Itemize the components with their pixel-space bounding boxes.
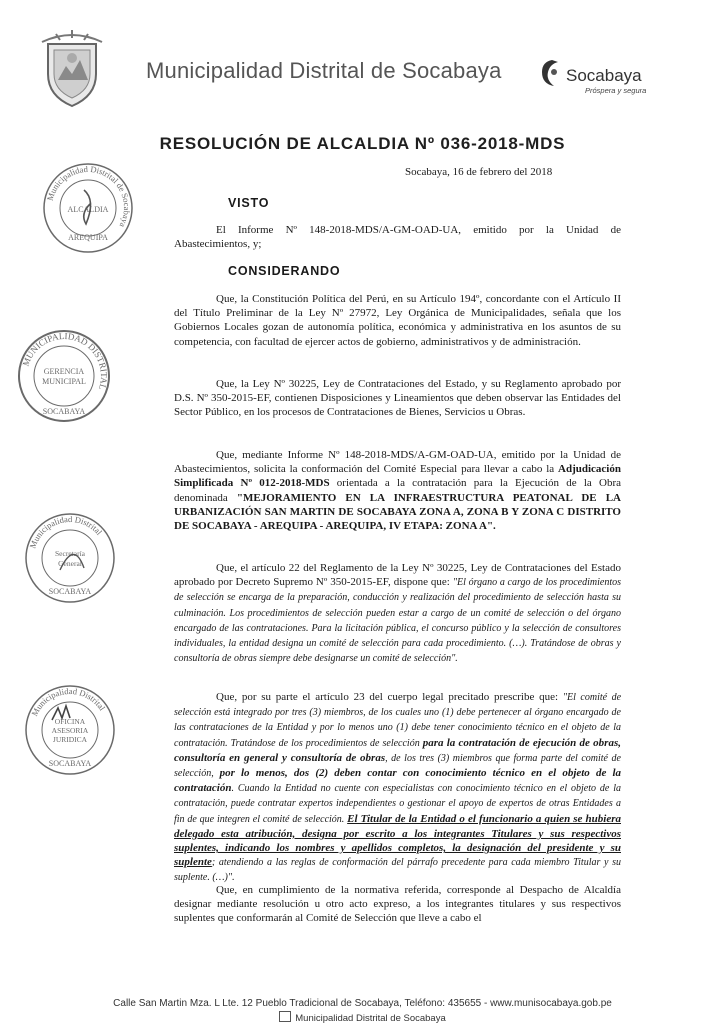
paragraph-1 <box>174 292 621 349</box>
paragraph-4-quote: "El órgano a cargo de los procedimientos de selección se encarga de la preparación, conducción y realización del procedimiento de selección hasta su culminación. Los procedimientos de selección pueden estar a cargo de un comité de selección o del órgano encargado de las contrataciones. Para la licitación pública, el concurso público y la selección de consultores individuales, la entidad designa un comité de selección para cada procedimiento. (…). Tratándose de obras y consultoría de obras siempre debe designarse un comité de selección". <box>174 577 621 665</box>
footer-address: Calle San Martin Mza. L Lte. 12 Pueblo Tradicional de Socabaya, Teléfono: 435655 - www.munisocabaya.gob.pe <box>113 998 612 1009</box>
stamp-4-inner-1: OFICINA <box>54 717 86 726</box>
stamp-3-inner-2: General <box>58 559 82 568</box>
paragraph-5-quote-f: . Cuando la Entidad no cuente con especialistas con conocimiento técnico en el objeto de la contratación, puede contratar expertos independientes o gestionar el apoyo de expertos de otras Entidades a fin de que integren el comité de selección. <box>174 783 621 825</box>
stamp-4-outer: Municipalidad Distrital <box>29 685 108 718</box>
stamp-gerencia-municipal <box>16 328 112 424</box>
paragraph-5-quote-h: ; atendiendo a las reglas de conformación del párrafo precedente para cada miembro Titular y su suplente. (…)". <box>174 857 621 884</box>
footer-organization <box>0 1011 725 1024</box>
paragraph-4 <box>174 561 621 666</box>
stamp-3-bottom: SOCABAYA <box>48 587 92 596</box>
paragraph-6-text: Que, en cumplimiento de la normativa referida, corresponde al Despacho de Alcaldía designar mediante resolución u otro acto expreso, a los integrantes titulares y sus respectivos suplentes que conformarán al Comité de Selección que lleve a cabo el <box>174 884 621 925</box>
paragraph-1-text: Que, la Constitución Política del Perú, en su Artículo 194º, concordante con el Artículo II del Título Preliminar de la Ley Nº 27972, Ley Orgánica de Municipalidades, señala que los Gobiernos Locales gozan de autonomía política, económica y administrativa en los asuntos de su competencia, con facultad de ejercer actos de gobierno, administrativos y de administración. <box>174 293 621 348</box>
footer-org-name: Municipalidad Distrital de Socabaya <box>295 1013 446 1024</box>
paragraph-2-text: Que, la Ley Nº 30225, Ley de Contrataciones del Estado, y su Reglamento aprobado por D.S. Nº 350-2015-EF, contienen Disposiciones y Lineamientos que deben observar las Entidades del Sector Público, en los procesos de Contrataciones de Bienes, Servicios u Obras. <box>174 378 621 419</box>
brand-name: Socabaya <box>566 66 642 85</box>
adjudicacion-number: Adjudicación Simplificada Nº 012-2018-MDS <box>174 463 621 490</box>
stamp-1-outer: Municipalidad Distrital de Socabaya <box>44 163 133 230</box>
stamp-3-inner-1: Secretaría <box>55 549 85 558</box>
paragraph-5 <box>174 690 621 886</box>
paragraph-5-underlined-g: El Titular de la Entidad o el funcionario a quien se hubiera delegado esta atribución, designa por escrito a los integrantes Titulares y sus respectivos suplentes, indicando los nombres y apellidos completos, la designación del presidente y su suplente <box>174 812 621 869</box>
stamp-alcaldia <box>40 160 136 256</box>
resolution-title: RESOLUCIÓN DE ALCALDIA Nº 036-2018-MDS <box>159 134 566 153</box>
stamp-4-bottom: SOCABAYA <box>48 759 92 768</box>
paragraph-6 <box>174 883 621 926</box>
socabaya-brand-icon <box>538 58 562 88</box>
paragraph-3-text-c: orientada a la contratación para la Ejecución de la Obra denominada <box>174 477 621 504</box>
svg-text:Municipalidad Distrital <box>27 514 104 550</box>
paragraph-4-text-a: Que, el artículo 22 del Reglamento de la Ley Nº 30225, Ley de Contrataciones del Estado aprobado por Decreto Supremo Nº 350-2015-EF, dispone que: <box>174 562 621 589</box>
paragraph-5-bold-c: para la contratación de ejecución de obras, consultoría en general y consultoría de obras <box>174 736 621 764</box>
section-visto-heading: VISTO <box>228 196 270 210</box>
paragraph-visto <box>174 223 621 251</box>
paragraph-5-quote-d: , de los tres (3) miembros que forma parte del comité de selección, <box>174 752 621 780</box>
stamp-2-inner-1: GERENCIA <box>43 367 85 376</box>
project-name: "MEJORAMIENTO EN LA INFRAESTRUCTURA PEATONAL DE LA URBANIZACIÓN SAN MARTIN DE SOCABAYA ZONA A, ZONA B Y ZONA C DISTRITO DE SOCABAYA - AREQUIPA - AREQUIPA, IV ETAPA: ZONA A". <box>174 491 621 533</box>
stamp-2-inner-2: MUNICIPAL <box>42 377 86 386</box>
paragraph-5-text-a: Que, por su parte el artículo 23 del cuerpo legal precitado prescribe que: <box>216 691 563 703</box>
resolution-date: Socabaya, 16 de febrero del 2018 <box>405 166 553 178</box>
stamp-asesoria-juridica <box>22 682 118 778</box>
paragraph-5-bold-e: por lo menos, dos (2) deben contar con conocimiento técnico en el objeto de la contratación <box>174 767 622 795</box>
section-considerando-heading: CONSIDERANDO <box>228 264 341 278</box>
stamp-2-bottom: SOCABAYA <box>42 407 86 416</box>
header-title: Municipalidad Distrital de Socabaya <box>146 58 502 83</box>
stamp-2-outer: MUNICIPALIDAD DISTRITAL <box>20 330 110 391</box>
paragraph-3 <box>174 448 621 533</box>
brand-tagline: Próspera y segura <box>585 86 647 95</box>
stamp-4-inner-3: JURIDICA <box>52 735 88 744</box>
stamp-4-inner-2: ASESORIA <box>51 726 89 735</box>
paragraph-2 <box>174 377 621 420</box>
municipal-crest-logo <box>36 30 108 110</box>
stamp-1-inner: ALCALDIA <box>67 205 109 214</box>
stamp-secretaria-general <box>22 510 118 606</box>
paragraph-5-quote-b: "El comité de selección está integrado por tres (3) miembros, de los cuales uno (1) debe pertenecer al órgano encargado de las contrataciones de la Entidad y por lo menos uno (1) debe tener conocimiento técnico en el objeto de la contratación. Tratándose de los procedimientos de selección <box>174 692 622 749</box>
paragraph-3-text-a: Que, mediante Informe Nº 148-2018-MDS/A-GM-OAD-UA, emitido por la Unidad de Abastecimientos, solicita la conformación del Comité Especial para llevar a cabo la <box>174 449 621 476</box>
stamp-3-outer: Municipalidad Distrital <box>27 513 105 550</box>
visto-text: El Informe Nº 148-2018-MDS/A-GM-OAD-UA, emitido por la Unidad de Abastecimientos, y; <box>174 224 621 251</box>
stamp-1-bottom: AREQUIPA <box>68 233 108 242</box>
footer-logo-icon <box>279 1011 291 1022</box>
